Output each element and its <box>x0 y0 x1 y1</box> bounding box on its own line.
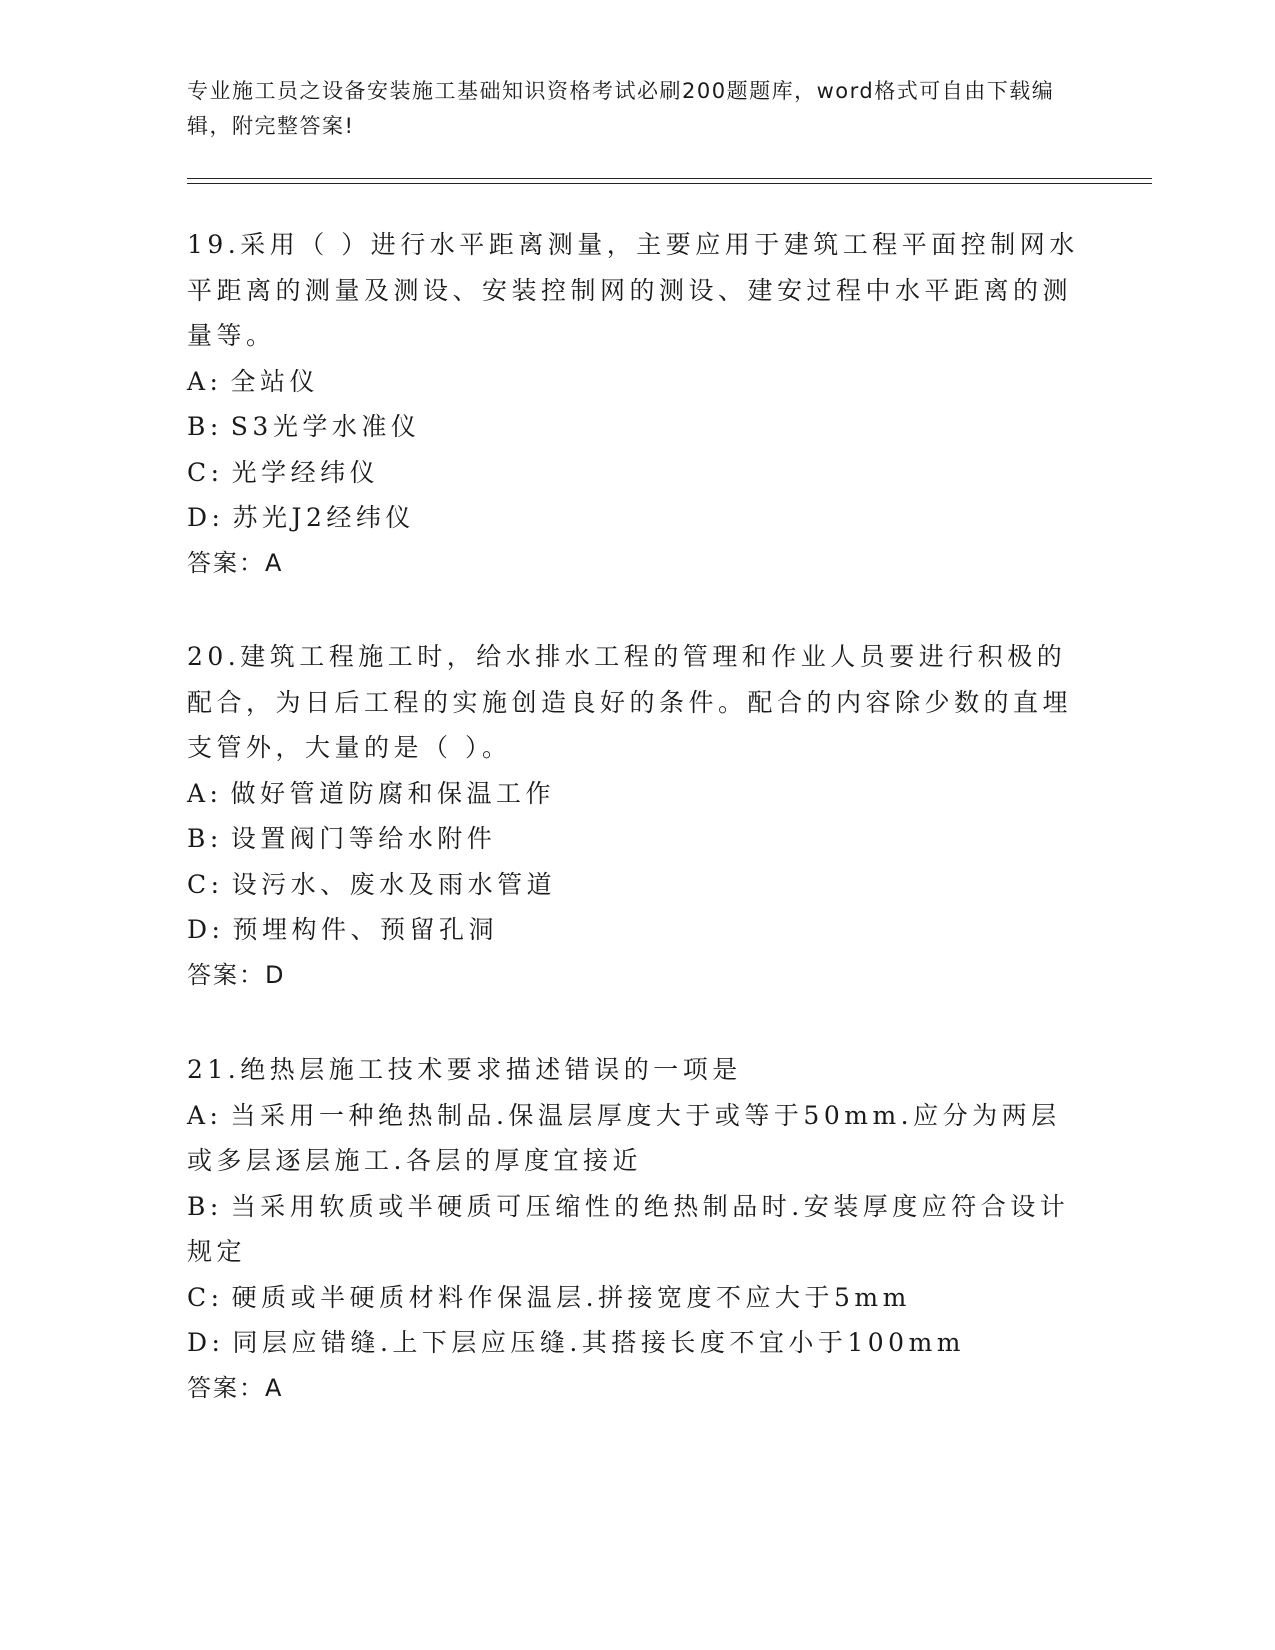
option-letter: C: <box>187 869 224 899</box>
option-text: S3光学水准仪 <box>230 412 421 441</box>
option-letter: A: <box>187 778 223 808</box>
option-text: 硬质或半硬质材料作保温层.拼接宽度不应大于5mm <box>231 1282 911 1312</box>
option-text: 做好管道防腐和保温工作 <box>230 778 555 808</box>
header-divider-bottom <box>187 183 1152 184</box>
option-letter: D: <box>187 915 225 944</box>
option-text: 设污水、废水及雨水管道 <box>231 869 557 899</box>
option-c <box>187 1275 1087 1321</box>
option-d <box>187 907 1087 953</box>
option-text: 同层应错缝.上下层应压缝.其搭接长度不宜小于100mm <box>232 1328 965 1357</box>
option-letter: B: <box>187 824 223 853</box>
option-letter: A: <box>187 1100 223 1130</box>
option-text: 当采用一种绝热制品.保温层厚度大于或等于50mm.应分为两层或多层逐层施工.各层的厚度宜接近 <box>187 1100 1061 1175</box>
option-letter: D: <box>187 503 225 532</box>
option-text: 预埋构件、预留孔洞 <box>232 915 498 944</box>
option-text: 当采用软质或半硬质可压缩性的绝热制品时.安装厚度应符合设计规定 <box>187 1191 1070 1266</box>
question-20 <box>187 634 1087 998</box>
option-letter: B: <box>187 412 223 441</box>
question-stem: 19.采用（ ）进行水平距离测量，主要应用于建筑工程平面控制网水平距离的测量及测设、安装控制网的测设、建安过程中水平距离的测量等。 <box>187 230 1079 350</box>
option-letter: A: <box>187 366 223 396</box>
question-21 <box>187 1047 1087 1411</box>
option-letter: B: <box>187 1191 223 1221</box>
question-stem: 20.建筑工程施工时，给水排水工程的管理和作业人员要进行积极的配合，为日后工程的实施创造良好的条件。配合的内容除少数的直埋支管外，大量的是（ ）。 <box>187 642 1073 762</box>
answer-label: 答案：D <box>187 960 286 989</box>
option-d <box>187 495 1087 541</box>
option-text: 设置阀门等给水附件 <box>230 824 497 853</box>
option-d <box>187 1320 1087 1366</box>
header-divider-top <box>187 178 1152 179</box>
document-header: 专业施工员之设备安装施工基础知识资格考试必刷200题题库，word格式可自由下载编辑，附完整答案! <box>187 79 1055 138</box>
option-letter: D: <box>187 1328 225 1357</box>
option-c <box>187 450 1087 496</box>
answer-label: 答案：A <box>187 1373 284 1402</box>
option-text: 全站仪 <box>230 366 319 396</box>
question-stem: 21.绝热层施工技术要求描述错误的一项是 <box>187 1055 742 1084</box>
option-text: 光学经纬仪 <box>231 457 380 487</box>
option-b <box>187 404 1087 450</box>
option-a <box>187 771 1087 817</box>
option-letter: C: <box>187 457 224 487</box>
option-b <box>187 816 1087 862</box>
option-c <box>187 862 1087 908</box>
question-19 <box>187 222 1087 586</box>
option-letter: C: <box>187 1282 224 1312</box>
answer-label: 答案：A <box>187 548 284 577</box>
option-a <box>187 359 1087 405</box>
option-a <box>187 1093 1087 1184</box>
option-text: 苏光J2经纬仪 <box>232 503 415 532</box>
option-b <box>187 1184 1087 1275</box>
